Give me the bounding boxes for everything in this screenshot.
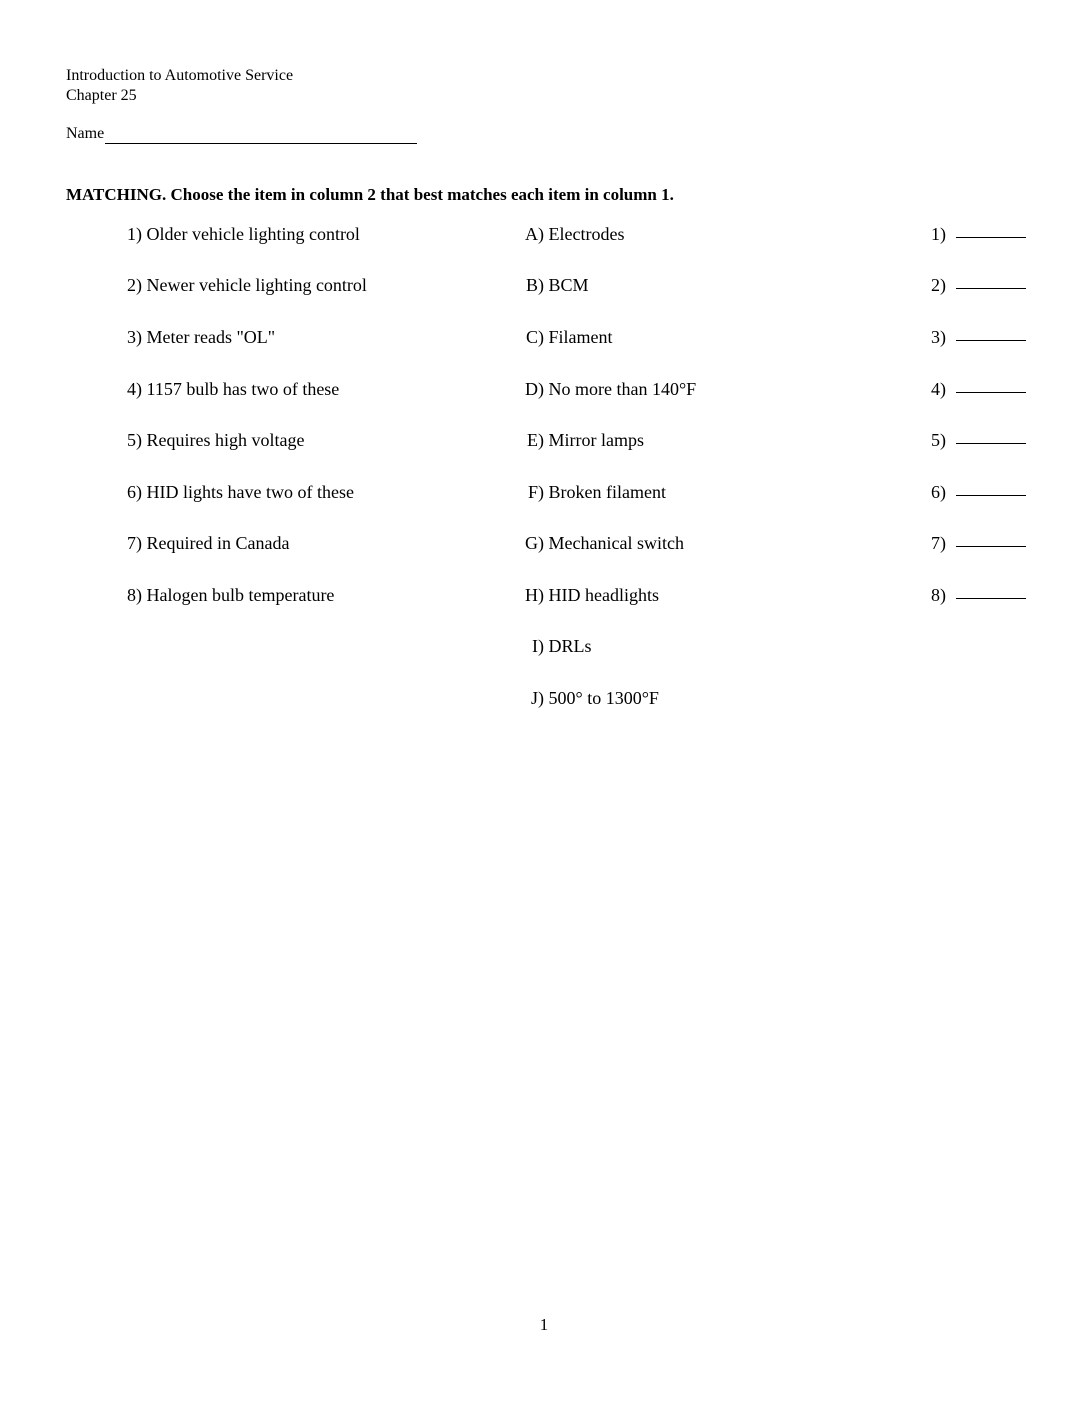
answer-blank[interactable] [956,546,1026,547]
name-label: Name [66,125,105,142]
column1-term: 8) Halogen bulb temperature [127,585,335,605]
choice-text: Mechanical switch [548,533,684,553]
matching-row [0,685,1088,711]
column2-choice [490,582,700,608]
chapter-title: Chapter 25 [66,87,137,104]
column2-choice [490,324,700,350]
matching-row [0,272,1088,298]
answer-blank[interactable] [956,237,1026,238]
choice-letter: F) [527,482,544,502]
matching-row [0,479,1088,505]
choice-letter: J) [531,688,544,708]
name-input-line[interactable] [105,125,417,144]
answer-blank[interactable] [956,443,1026,444]
matching-row [0,582,1088,608]
answer-number: 7) [931,533,946,553]
choice-letter: H) [525,585,544,605]
choice-text: Filament [548,327,613,347]
column2-choice [490,479,700,505]
matching-row [0,221,1088,247]
column2-choice [490,685,700,711]
choice-text: HID headlights [548,585,659,605]
name-field-row [66,124,417,144]
answer-number: 1) [931,224,946,244]
choice-text: No more than 140°F [548,379,697,399]
choice-letter: I) [532,636,544,656]
answer-number: 5) [931,430,946,450]
column2-choice [490,376,700,402]
column1-term: 2) Newer vehicle lighting control [127,275,367,295]
answer-number: 8) [931,585,946,605]
choice-letter: A) [525,224,544,244]
column1-term: 1) Older vehicle lighting control [127,224,360,244]
choice-text: Mirror lamps [548,430,644,450]
matching-row [0,324,1088,350]
column1-term: 7) Required in Canada [127,533,290,553]
matching-row [0,633,1088,659]
answer-number: 6) [931,482,946,502]
choice-letter: B) [526,275,544,295]
matching-row [0,530,1088,556]
column1-term: 4) 1157 bulb has two of these [127,379,340,399]
column2-choice [490,633,700,659]
course-title: Introduction to Automotive Service [66,67,294,84]
choice-letter: D) [525,379,544,399]
page-number: 1 [539,1315,549,1334]
column1-term: 6) HID lights have two of these [127,482,354,502]
matching-row [0,376,1088,402]
choice-letter: C) [526,327,544,347]
answer-number: 2) [931,275,946,295]
choice-text: Broken filament [548,482,666,502]
choice-text: BCM [548,275,589,295]
answer-number: 4) [931,379,946,399]
choice-text: DRLs [548,636,592,656]
matching-instructions: MATCHING. Choose the item in column 2 that best matches each item in column 1. [66,185,674,204]
choice-text: Electrodes [548,224,625,244]
choice-text: 500° to 1300°F [548,688,659,708]
answer-number: 3) [931,327,946,347]
answer-blank[interactable] [956,288,1026,289]
column1-term: 5) Requires high voltage [127,430,305,450]
answer-blank[interactable] [956,340,1026,341]
column2-choice [490,221,700,247]
answer-blank[interactable] [956,598,1026,599]
column2-choice [490,530,700,556]
choice-letter: E) [527,430,544,450]
column2-choice [490,427,700,453]
choice-letter: G) [525,533,544,553]
column1-term: 3) Meter reads "OL" [127,327,276,347]
answer-blank[interactable] [956,392,1026,393]
answer-blank[interactable] [956,495,1026,496]
column2-choice [490,272,700,298]
matching-row [0,427,1088,453]
